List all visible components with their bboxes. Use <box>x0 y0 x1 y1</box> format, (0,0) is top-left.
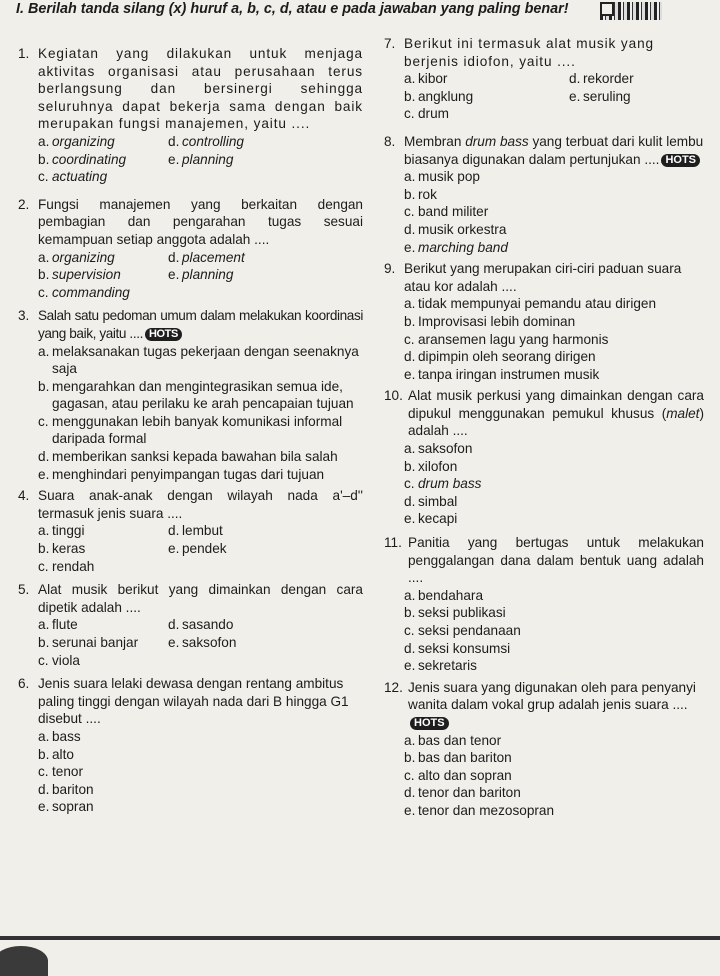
option-a[interactable]: a . saksofon <box>404 440 704 458</box>
question-stem: Suara anak-anak dengan wilayah nada a'–d'' termasuk jenis suara .... <box>38 488 363 521</box>
page-number-tab <box>0 946 48 976</box>
option-e[interactable]: e . tenor dan mezosopran <box>404 802 704 820</box>
option-e[interactable]: e . kecapi <box>404 510 704 528</box>
option-a[interactable]: a . bass <box>38 728 363 746</box>
option-c[interactable]: c . drum <box>404 105 704 123</box>
qr-code <box>600 2 662 20</box>
option-e[interactable]: e . sekretaris <box>404 657 704 675</box>
hots-badge: HOTS <box>410 717 449 730</box>
question-4 <box>18 487 363 575</box>
option-a[interactable]: a . kibor <box>404 70 569 88</box>
question-number: 6. <box>18 676 30 692</box>
question-6 <box>18 675 363 816</box>
option-d[interactable]: d . tenor dan bariton <box>404 784 704 802</box>
hots-badge: HOTS <box>661 154 700 167</box>
question-stem: Salah satu pedoman umum dalam melakukan koordinasi yang baik, yaitu .... <box>38 308 363 341</box>
option-c[interactable]: c . aransemen lagu yang harmonis <box>404 331 704 349</box>
question-5 <box>18 581 363 669</box>
question-stem: Jenis suara yang digunakan oleh para penyanyi wanita dalam vokal grup adalah jenis suara .... <box>408 679 696 713</box>
option-b[interactable]: b . Improvisasi lebih dominan <box>404 313 704 331</box>
option-d[interactable]: d . placement <box>168 249 363 267</box>
option-a[interactable]: a . flute <box>38 616 168 634</box>
question-10 <box>384 387 704 528</box>
page-bottom-rule <box>0 936 720 940</box>
option-d[interactable]: d . simbal <box>404 493 704 511</box>
option-b[interactable]: b . alto <box>38 746 363 764</box>
question-1 <box>18 45 363 186</box>
option-a[interactable]: a . tidak mempunyai pemandu atau dirigen <box>404 295 704 313</box>
option-e[interactable]: e . saksofon <box>168 634 363 652</box>
option-d[interactable]: d . sasando <box>168 616 363 634</box>
question-stem: Membran drum bass yang terbuat dari kulit lembu biasanya digunakan dalam pertunjukan .... HOTS <box>404 133 704 167</box>
option-c[interactable]: c . tenor <box>38 763 363 781</box>
left-column <box>18 45 363 818</box>
question-number: 2. <box>18 196 30 212</box>
option-e[interactable]: e . planning <box>168 151 363 169</box>
question-3 <box>18 307 363 483</box>
question-2 <box>18 196 363 302</box>
option-b[interactable]: b . mengarahkan dan mengintegrasikan semua ide, gagasan, atau perilaku ke arah pencapaian tujuan <box>38 378 363 413</box>
question-stem: Alat musik berikut yang dimainkan dengan cara dipetik adalah .... <box>38 582 363 615</box>
question-stem: Jenis suara lelaki dewasa dengan rentang ambitus paling tinggi dengan wilayah nada dari B hingga G1 disebut .... <box>38 676 349 727</box>
option-b[interactable]: b . angklung <box>404 88 569 106</box>
question-stem: Fungsi manajemen yang berkaitan dengan pembagian dan pengarahan tugas sesuai kemampuan setiap anggota adalah .... <box>38 196 363 247</box>
option-c[interactable]: c . rendah <box>38 558 363 576</box>
question-number: 10. <box>384 388 403 404</box>
question-stem: Alat musik perkusi yang dimainkan dengan cara dipukul menggunakan pemukul khusus (malet) adalah .... <box>408 388 704 439</box>
question-number: 5. <box>18 582 30 598</box>
option-a[interactable]: a . melaksanakan tugas pekerjaan dengan seenaknya saja <box>38 343 363 378</box>
option-d[interactable]: d . musik orkestra <box>404 221 704 239</box>
option-c[interactable]: c . drum bass <box>404 475 704 493</box>
question-number: 1. <box>18 46 30 61</box>
option-d[interactable]: d . bariton <box>38 781 363 799</box>
option-b[interactable]: b . supervision <box>38 266 168 284</box>
option-e[interactable]: e . planning <box>168 266 363 284</box>
question-number: 4. <box>18 488 30 504</box>
question-number: 9. <box>384 261 396 277</box>
option-c[interactable]: c . commanding <box>38 284 363 302</box>
option-e[interactable]: e . sopran <box>38 798 363 816</box>
option-b[interactable]: b . xilofon <box>404 458 704 476</box>
option-b[interactable]: b . seksi publikasi <box>404 604 704 622</box>
option-d[interactable]: d . lembut <box>168 522 363 540</box>
question-stem: Panitia yang bertugas untuk melakukan penggalangan dana dalam bentuk uang adalah .... <box>408 535 704 586</box>
question-8 <box>384 133 704 256</box>
question-stem: Kegiatan yang dilakukan untuk menjaga aktivitas organisasi atau perusahaan terus berlangsung dan bersinergi sehingga seluruhnya dapat bekerja sama dengan baik merupakan fungsi manajemen, yaitu .... <box>38 46 363 132</box>
option-e[interactable]: e . seruling <box>569 88 704 106</box>
right-column <box>384 35 704 822</box>
option-b[interactable]: b . keras <box>38 540 168 558</box>
question-7 <box>384 35 704 123</box>
option-b[interactable]: b . serunai banjar <box>38 634 168 652</box>
option-a[interactable]: a . tinggi <box>38 522 168 540</box>
option-b[interactable]: b . rok <box>404 186 704 204</box>
option-c[interactable]: c . alto dan sopran <box>404 767 704 785</box>
option-a[interactable]: a . organizing <box>38 133 168 151</box>
question-number: 11. <box>384 535 402 551</box>
option-b[interactable]: b . bas dan bariton <box>404 749 704 767</box>
option-d[interactable]: d . controlling <box>168 133 363 151</box>
question-number: 3. <box>18 308 30 324</box>
option-a[interactable]: a . bas dan tenor <box>404 732 704 750</box>
option-e[interactable]: e . marching band <box>404 239 704 257</box>
option-a[interactable]: a . organizing <box>38 249 168 267</box>
instruction-heading: I. Berilah tanda silang (x) huruf a, b, c, d, atau e pada jawaban yang paling benar! <box>16 1 569 17</box>
option-d[interactable]: d . rekorder <box>569 70 704 88</box>
question-stem: Berikut ini termasuk alat musik yang berjenis idiofon, yaitu .... <box>404 36 654 69</box>
option-c[interactable]: c . actuating <box>38 168 363 186</box>
option-d[interactable]: d . memberikan sanksi kepada bawahan bila salah <box>38 448 363 466</box>
option-e[interactable]: e . menghindari penyimpangan tugas dari tujuan <box>38 466 363 484</box>
hots-badge: HOTS <box>145 328 182 341</box>
option-e[interactable]: e . pendek <box>168 540 363 558</box>
question-11 <box>384 534 704 675</box>
option-e[interactable]: e . tanpa iringan instrumen musik <box>404 366 704 384</box>
option-c[interactable]: c . band militer <box>404 203 704 221</box>
option-c[interactable]: c . menggunakan lebih banyak komunikasi informal daripada formal <box>38 413 363 448</box>
option-d[interactable]: d . dipimpin oleh seorang dirigen <box>404 348 704 366</box>
option-b[interactable]: b . coordinating <box>38 151 168 169</box>
option-a[interactable]: a . bendahara <box>404 587 704 605</box>
question-number: 12. <box>384 679 403 695</box>
question-number: 8. <box>384 133 396 149</box>
option-c[interactable]: c . seksi pendanaan <box>404 622 704 640</box>
option-a[interactable]: a . musik pop <box>404 168 704 186</box>
option-c[interactable]: c . viola <box>38 652 363 670</box>
question-number: 7. <box>384 36 396 51</box>
option-d[interactable]: d . seksi konsumsi <box>404 640 704 658</box>
question-9 <box>384 260 704 383</box>
question-12 <box>384 679 704 820</box>
question-stem: Berikut yang merupakan ciri-ciri paduan suara atau kor adalah .... <box>404 261 682 294</box>
